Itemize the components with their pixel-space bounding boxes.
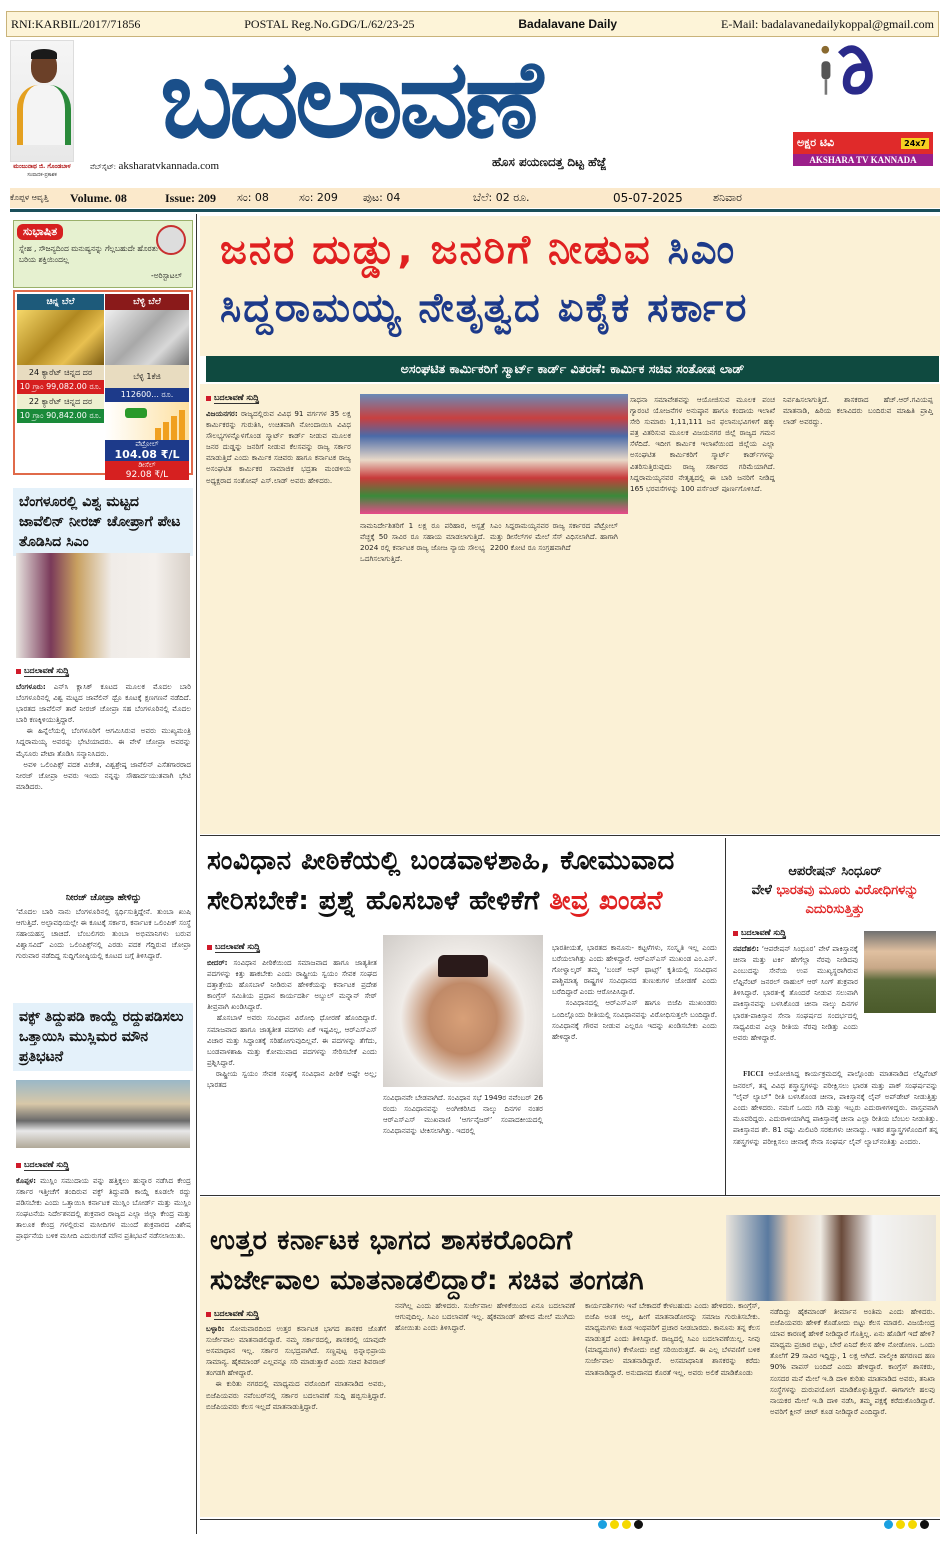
- waqf-headline[interactable]: ವಕ್ಫ್ ತಿದ್ದುಪಡಿ ಕಾಯ್ದೆ ರದ್ದುಪಡಿಸಲು ಒತ್ತಾಯಿಸಿ ಮುಸ್ಲಿಮರ ಮೌನ ಪ್ರತಿಭಟನೆ: [13, 1003, 193, 1071]
- constitution-headline-red: ತೀವ್ರ ಖಂಡನೆ: [549, 886, 663, 916]
- subhashita-box: [13, 220, 193, 288]
- fuel-pump-icon: [105, 402, 189, 440]
- neeraj-quote-head: ನೀರಜ್ ಚೋಪ್ರಾ ಹೇಳಿದ್ದು: [65, 893, 142, 903]
- tv-24x7: 24x7: [901, 138, 929, 149]
- lead-column-1: ವಿಜಯನಗರ: ರಾಜ್ಯದಲ್ಲಿರುವ ವಿವಿಧ 91 ವರ್ಗಗಳ 35 ಲಕ್ಷ ಕಾರ್ಮಿಕರನ್ನು ಗುರುತಿಸಿ, ಉಚಿತವಾಗಿ ನೋಂದಾಯಿಸಿ ವಿವಿಧ ಸೌಲಭ್ಯಗಳನ್ನೊಳಗೊಂಡ ಸ್ಮಾರ್ಟ್ ಕಾರ್ಡ್ ನೀಡುವ ಮೂಲಕ ಜನರ ದುಡ್ಡನ್ನು ಜನರಿಗೆ ನೀಡುವ ಕೆಲಸವನ್ನು ರಾಜ್ಯ ಸರ್ಕಾರ ಮಾಡುತ್ತಿದೆ ಎಂದು ಕಾರ್ಮಿಕ ಸಚಿವರು ಹಾಗೂ ಕರ್ನಾಟಕ ರಾಜ್ಯ ಅಸಂಘಟಿತ ಕಾರ್ಮಿಕರ ಸಾಮಾಜಿಕ ಭದ್ರತಾ ಮಂಡಳಿಯ ಅಧ್ಯಕ್ಷರಾದ ಸಂತೋಷ್ ಎಸ್.ಲಾಡ್ ಅವರು ಹೇಳಿದರು.: [206, 409, 351, 485]
- uttara-headline-line2[interactable]: ಸುರ್ಜೇವಾಲ ಮಾತನಾಡಲಿದ್ದಾರೆ: ಸಚಿವ ತಂಗಡಗಿ: [210, 1265, 645, 1296]
- lt-gen-rahul-singh-photo: [864, 931, 936, 1013]
- waqf-body: ಕೊಪ್ಪಳ: ಮುಸ್ಲಿಂ ಸಮುದಾಯ ವನ್ನು ಹತ್ತಿಕ್ಕಲು ಹುನ್ನಾರ ನಡೆಸಿದ ಕೇಂದ್ರ ಸರ್ಕಾರ ಇತ್ತೀಚೆಗೆ ತಂದಿರುವ ವಕ್ಫ್ ತಿದ್ದುಪಡಿ ಕಾಯ್ದೆ ಕೂಡಲೇ ರದ್ದು ಪಡಿಸಬೇಕು ಎಂದು ಒತ್ತಾಯಿಸಿ ಕರ್ನಾಟಕ ಮುಸ್ಲಿಂ ಬೋರ್ಡ್ ಮತ್ತು ಮುಸ್ಲಿಂ ಸಂಘಟನೆಯ ನಿರ್ದೇಶನದಲ್ಲಿ ಶುಕ್ರವಾರ ರಾಜ್ಯದ ಎಲ್ಲಾ ಜಿಲ್ಲಾ ಕೇಂದ್ರ ಮತ್ತು ತಾಲೂಕ ಕೇಂದ್ರ ಗಳಲ್ಲಿರುವ ಮಸೀದಿಗಳ ಮುಂದೆ ಶುಕ್ರವಾರದ ವಿಶೇಷ ಪ್ರಾರ್ಥನೆಯ ಬಳಿಕ ಮಸೀದಿ ಎದುರುಗಡೆ ಮೌನ ಪ್ರತಿಭಟನೆ ನಡೆಸಲಾಯಿತು.: [16, 1176, 191, 1241]
- gold-price-label: ಚಿನ್ನ ಬೆಲೆ: [17, 294, 104, 310]
- tagline: ಹೊಸ ಪಯಣದತ್ತ ದಿಟ್ಟ ಹೆಜ್ಜೆ: [492, 155, 607, 169]
- dateline: ಬೆಂಗಳೂರು:: [16, 682, 46, 691]
- abdul-mannan-photo: [383, 935, 543, 1087]
- section-rule: [200, 835, 940, 836]
- sindoor-body-bottom: FICCI ಆಯೋಜಿಸಿದ್ದ ಕಾರ್ಯಕ್ರಮದಲ್ಲಿ ಪಾಲ್ಗೊಂಡು ಮಾತನಾಡಿದ ಲೆಫ್ಟಿನೆಂಟ್ ಜನರಲ್, ತನ್ನ ವಿವಿಧ ಶಸ್ತ್ರಾಸ್ತ್ರಗಳನ್ನು ಪರೀಕ್ಷಿಸಲು ಭಾರತ ಮತ್ತು ಪಾಕ್ ಸಂಘರ್ಷವನ್ನು "ಲೈವ್ ಲ್ಯಾಬ್" ರೀತಿ ಬಳಸಿಕೊಂಡ ಚೀನಾ, ಪಾಕಿಸ್ತಾನಕ್ಕೆ ಲೈವ್ ಅಪ್‌ಡೇಟ್ ನೀಡುತ್ತಿತ್ತು ಎಂದು ಹೇಳಿದರು. ನಮಗೆ ಒಂದು ಗಡಿ ಮತ್ತು ಇಬ್ಬರು ಎದುರಾಳಿಗಳಿದ್ದರು. ವಾಸ್ತವವಾಗಿ ಮೂವರಿದ್ದರು. ಎದುರಾಳಿಯಾಗಿದ್ದ ಪಾಕಿಸ್ತಾನಕ್ಕೆ ಚೀನಾ ಎಲ್ಲಾ ರೀತಿಯ ಬೆಂಬಲ ನೀಡುತಿತ್ತು. ಪಾಕಿಸ್ತಾನದ ಶೇ. 81 ರಷ್ಟು ಮಿಲಿಟರಿ ಸರಕುಗಳು ಚೀನಾದ್ದು. ಇತರ ಶಸ್ತ್ರಾಸ್ತ್ರಗಳೊಂದಿಗೆ ತನ್ನ ಸಶಸ್ತ್ರಗಳನ್ನು ಪರೀಕ್ಷಿಸಲು ಚೀನಾಕ್ಕೆ ಸೇನಾ ಸಂಘರ್ಷ ಲೈವ್ ಲ್ಯಾಬ್‌ನಂತಿತ್ತು ಎಂದರು.: [733, 1069, 938, 1146]
- sindoor-byline: ಬದಲಾವಣೆ ಸುದ್ದಿ: [733, 928, 858, 939]
- bullet-icon: [207, 945, 212, 950]
- lead-headline-line2[interactable]: ಸಿದ್ದರಾಮಯ್ಯ ನೇತೃತ್ವದ ಏಕೈಕ ಸರ್ಕಾರ: [220, 285, 749, 331]
- date: 05-07-2025: [613, 191, 683, 205]
- uttara-byline: ಬದಲಾವಣೆ ಸುದ್ದಿ: [206, 1309, 386, 1320]
- lead-column-2a: ನಾಮನಿರ್ದೇಶಿತರಿಗೆ 1 ಲಕ್ಷ ರೂ ಪರಿಹಾರ, ಅಸ್ಪತ್ರೆ ವೆಚ್ಚಕ್ಕೆ 50 ಸಾವಿರ ರೂ ಸಹಾಯ ಮಾಡಲಾಗುತ್ತಿದೆ. 2024 ರಲ್ಲಿ ಕರ್ನಾಟಕ ರಾಜ್ಯ ಜೋಜ ನ್ಯಾಯ ಸೌಲಭ್ಯ ಒದಗಿಸಲಾಗುತ್ತಿದೆ.: [360, 521, 485, 564]
- diesel-value: 92.08 ₹/L: [125, 470, 169, 480]
- constitution-byline: ಬದಲಾವಣೆ ಸುದ್ದಿ: [207, 942, 377, 953]
- sam-issue: ಸಂ: 209: [299, 191, 338, 204]
- website-url[interactable]: aksharatvkannada.com: [118, 160, 220, 172]
- neeraj-quote: ‘ಮೊದಲ ಬಾರಿ ನಾನು ಬೆಂಗಳೂರಿನಲ್ಲಿ ಸ್ಪರ್ಧಿಸುತ್ತಿದ್ದೇನೆ. ತುಂಬಾ ಖುಷಿ ಆಗುತ್ತಿದೆ. ಅಲ್ಪಾವಧಿಯಲ್ಲೇ ಈ ಕೂಟಕ್ಕೆ ಸರ್ಕಾರ, ಕರ್ನಾಟಕ ಒಲಿಂಪಿಕ್ ಸಂಸ್ಥೆ ಸಹಾಯಹಸ್ತ ಚಾಚಿದೆ. ಬೆಂಬಲಿಗರು ತುಂಬಾ ಅಭಿಮಾನಿಗಳು ಬರುವ ವಿಶ್ವಾಸವಿದೆ’ ಎಂದು ಒಲಿಂಪಿಕ್ಸ್‌ನಲ್ಲಿ ಎರಡು ಪದಕ ಗೆದ್ದಿರುವ ಚೋಪ್ರಾ ಗುರುವಾರ ನಡೆದಿದ್ದ ಸುದ್ದಿಗೋಷ್ಠಿಯಲ್ಲಿ ಕೂಟದ ಬಗ್ಗೆ ತಿಳಿಸಿದ್ದಾರೆ.: [16, 907, 191, 961]
- gold24-label: 24 ಕ್ಯಾರೆಟ್ ಚಿನ್ನದ ದರ: [17, 365, 104, 380]
- neeraj-photo: [16, 553, 190, 658]
- tv-logo-swirl: [841, 49, 869, 91]
- silver-price-label: ಬೆಳ್ಳಿ ಬೆಲೆ: [105, 294, 189, 310]
- neeraj-headline[interactable]: ಬೆಂಗಳೂರಲ್ಲಿ ವಿಶ್ವ ಮಟ್ಟದ ಜಾವೆಲಿನ್ ನೀರಜ್ ಚೋಪ್ರಾಗೆ ಪೇಟ ತೊಡಿಸಿದ ಸಿಎಂ: [13, 488, 193, 556]
- issue-bar: [10, 188, 940, 208]
- microphone-icon: [821, 61, 830, 79]
- neeraj-body: ಬೆಂಗಳೂರು: ಎನ್‌ಸಿ ಕ್ಲಾಸಿಕ್ ಕೂಟದ ಮೂಲಕ ಮೊದಲ ಬಾರಿ ಬೆಂಗಳೂರಿನಲ್ಲಿ ವಿಶ್ವ ಮಟ್ಟದ ಜಾವೆಲಿನ್ ಥ್ರೊ ಕೂಟಕ್ಕೆ ಕ್ಷಣಗಣನೆ ನಡೆದಿದೆ. ಭಾರತದ ಜಾವೆಲಿನ್ ತಾರೆ ನೀರಜ್ ಚೋಪ್ರಾ ಸಹ ಬೆಂಗಳೂರಿನಲ್ಲಿ ಮೊದಲ ಬಾರಿ ಕಣಕ್ಕಿಳಿಯುತ್ತಿದ್ದಾರೆ. ಈ ಹಿನ್ನೆಲೆಯಲ್ಲಿ ಬೆಂಗಳೂರಿಗೆ ಆಗಮಿಸಿರುವ ಅವರು ಮುಖ್ಯಮಂತ್ರಿ ಸಿದ್ದರಾಮಯ್ಯ ಅವರನ್ನು ಭೇಟಿಯಾದರು. ಈ ವೇಳೆ ಚೋಪ್ರಾ ಅವರನ್ನು ಮೈಸೂರು ಪೇಟಾ ತೊಡಿಸಿ ಸನ್ಮಾನಿಸಿದರು. ಅವಳಿ ಒಲಿಂಪಿಕ್ಸ್ ಪದಕ ವಿಜೇತ, ವಿಶ್ವಶ್ರೇಷ್ಠ ಜಾವೆಲಿನ್ ಎಸೆತಗಾರರಾದ ನೀರಜ್ ಚೋಪ್ರಾ ಅವರು ಇಂದು ನನ್ನನ್ನು ಸೌಹಾರ್ದಯುತವಾಗಿ ಭೇಟಿ ಮಾಡಿದರು.: [16, 682, 191, 791]
- price-box: [13, 290, 193, 480]
- tv-name-english: AKSHARA TV KANNADA: [793, 154, 933, 166]
- akshara-tv-logo: [790, 42, 930, 132]
- petrol-value: 104.08 ₹/L: [114, 448, 180, 461]
- lead-headline-red: ಜನರ ದುಡ್ಡು, ಜನರಿಗೆ ನೀಡುವ: [220, 227, 652, 273]
- silver-fuel-column: [105, 294, 189, 480]
- editor-portrait: [10, 40, 74, 162]
- gold24-value: 10 ಗ್ರಾಂ 99,082.00 ರೂ.: [17, 380, 104, 394]
- bullet-icon: [16, 1163, 21, 1168]
- subhashita-label: ಸುಭಾಷಿತ: [17, 224, 63, 240]
- lead-headline-blue: ಸಿಎಂ: [667, 227, 737, 273]
- registration-dots-left: [598, 1520, 643, 1529]
- silver-unit: ಬೆಳ್ಳಿ 1ಕೆಜಿ: [105, 365, 189, 388]
- weekday: ಶನಿವಾರ: [713, 191, 742, 204]
- registration-dots-right: [884, 1520, 929, 1529]
- akshara-tv-badge: [793, 132, 933, 174]
- sindoor-body-top: ನವದೆಹಲಿ: ‘ಆಪರೇಷನ್ ಸಿಂಧೂರ’ ವೇಳೆ ಪಾಕಿಸ್ತಾನಕ್ಕೆ ಚೀನಾ ಮತ್ತು ಟರ್ಕಿ ಹೇಗೆಲ್ಲಾ ನೆರವು ನೀಡಿದವು ಎಂಬುದನ್ನು ಸೇನೆಯ ಉಪ ಮುಖ್ಯಸ್ಥರಾಗಿರುವ ಲೆಫ್ಟಿನೆಂಟ್ ಜನರಲ್ ರಾಹುಲ್ ಆರ್ ಸಿಂಗ್ ಶುಕ್ರವಾರ ತಿಳಿಸಿದ್ದಾರೆ. ಭಾರತ-ಕ್ಕೆ ತೊಂದರೆ ನೀಡುವ ಸಲುವಾಗಿ ಪಾಕಿಸ್ತಾನವನ್ನು ಬಳಸಿಕೊಂಡ ಚೀನಾ ನಾಲ್ಕು ದಿನಗಳ ಭಾರತ-ಪಾಕಿಸ್ತಾನ ಸೇನಾ ಸಂಘರ್ಷದ ಸಂದರ್ಭದಲ್ಲಿ ಸಾಧ್ಯವಿರುವ ಎಲ್ಲಾ ರೀತಿಯ ನೆರವು ನೀಡಿತ್ತು ಎಂದು ಅವರು ಹೇಳಿದ್ದಾರೆ.: [733, 944, 858, 1042]
- bullet-icon: [16, 669, 21, 674]
- dateline: ಬೀದರ್:: [207, 958, 228, 967]
- sindoor-headline[interactable]: ಆಪರೇಷನ್ ಸಿಂಧೂರ್ ವೇಳೆ ಭಾರತವು ಮೂರು ವಿರೋಧಿಗಳನ್ನು ಎದುರಿಸುತ್ತಿತ್ತು: [751, 864, 919, 917]
- dateline: ಕೊಪ್ಪಳ:: [16, 1176, 37, 1185]
- paper-name-en: Badalavane Daily: [518, 17, 618, 31]
- postal-reg: POSTAL Reg.No.GDG/L/62/23-25: [244, 16, 415, 31]
- editor-title: ಸಂಪಾದಕ-ಪ್ರಕಾಶಕ: [27, 172, 57, 178]
- footer-rule: [200, 1519, 940, 1520]
- lead-photo: [360, 394, 628, 514]
- column-divider: [725, 838, 726, 1196]
- bullet-icon: [206, 396, 211, 401]
- lead-byline: ಬದಲಾವಣೆ ಸುದ್ದಿ: [206, 393, 351, 404]
- website-label: ವೆಬ್‌ಸೈಟ್:: [90, 163, 116, 171]
- gold-column: [17, 294, 104, 423]
- lead-headline-line1[interactable]: [220, 224, 940, 276]
- editor-name: ಮಂಜುನಾಥ ಜಿ. ಗೊಂಡಬಾಳ: [13, 163, 71, 170]
- tangadagi-photo: [726, 1215, 936, 1301]
- masthead-title: ಬದಲಾವಣೆ: [160, 37, 539, 162]
- dateline: ಬಳ್ಳಾರಿ:: [206, 1324, 225, 1333]
- diesel-label: ಡೀಸೆಲ್: [138, 461, 156, 469]
- constitution-headline-line1[interactable]: ಸಂವಿಧಾನ ಪೀಠಿಕೆಯಲ್ಲಿ ಬಂಡವಾಳಶಾಹಿ, ಕೋಮುವಾದ: [207, 846, 675, 876]
- column-divider: [196, 214, 197, 1534]
- constitution-column-3: ಭಾರತೀಯತೆ, ಭಾರತದ ಕಾನೂನು- ಕಟ್ಟಳೆಗಳು, ಸಂಸ್ಕೃತಿ ಇಲ್ಲ ಎಂದು ಬರೆಯಲಾಗಿತ್ತು ಎಂದು ಹೇಳಿದ್ದಾರೆ. ಆರ್‌ಎಸ್‌ಎಸ್ ಮುಖಂಡ ಎಂ.ಎಸ್. ಗೋಳ್ವಾಲ್ಕರ್ ತಮ್ಮ ‘ಬಂಚ್ ಆಫ್ ಥಾಟ್ಸ್’ ಕೃತಿಯಲ್ಲಿ ಸಂವಿಧಾನ ಪಾಶ್ಚಿಮಾತ್ಯ ರಾಷ್ಟ್ರಗಳ ಸಂವಿಧಾನದ ತುಣುಕುಗಳ ಜೋಡಣೆ ಎಂದು ಬರೆದಿದ್ದಾರೆ ಎಂದು ಆರೋಪಿಸಿದ್ದಾರೆ. ಸಂವಿಧಾನದಲ್ಲಿ ಆರ್‌ಎಸ್‌ಎಸ್ ಹಾಗೂ ಬಿಜೆಪಿ ಮುಖಂಡರು ಒಂದಿಲ್ಲೊಂದು ರೀತಿಯಲ್ಲಿ ಸಂವಿಧಾನವನ್ನು ವಿರೋಧಿಸುತ್ತಲೇ ಬಂದಿದ್ದಾರೆ. ಸಂವಿಧಾನಕ್ಕೆ ಗೌರವ ನೀಡುವ ಎಲ್ಲರೂ ಇದನ್ನು ಖಂಡಿಸಬೇಕು ಎಂದು ಹೇಳಿದ್ದಾರೆ.: [552, 943, 717, 1041]
- constitution-headline-line2[interactable]: ಸೇರಿಸಬೇಕೆ: ಪ್ರಶ್ನೆ ಹೊಸಬಾಳೆ ಹೇಳಿಕೆಗೆ ತೀವ್ರ ಖಂಡನೆ: [207, 886, 663, 916]
- masthead-rule: [10, 209, 940, 212]
- edition: ಕೊಪ್ಪಳ ಆವೃತ್ತಿ: [10, 193, 49, 202]
- volume: Volume. 08: [70, 190, 127, 205]
- uttara-column-3: ಕಾರ್ಯದರ್ಶಿಗಳು ಇವೆ ಬೇಕಾದರೆ ಕೇಳಬಹುದು ಎಂದು ಹೇಳಿದರು. ಕಾಂಗ್ರೆಸ್, ಬಿಜೆಪಿ ಅಂತ ಅಲ್ಲ, ಹೀಗೆ ಮಾತನಾಡೋರನ್ನು ಸಮಾಜ ಗುರುತಿಸಬೇಕು. ಮಾಧ್ಯಮಗಳು ಕೂಡ ಇಂಥವರಿಗೆ ಪ್ರಚಾರ ನೀಡಬಾರದು. ಕಾನೂನು ತನ್ನ ಕೆಲಸ ಮಾಡುತ್ತದೆ ಎಂದು ತಿಳಿಸಿದ್ದಾರೆ. ರಾಜ್ಯದಲ್ಲಿ ಸಿಎಂ ಬದಲಾವಣೆಯಿಲ್ಲ. ನೀವು (ಮಾಧ್ಯಮಗಳ) ಕೇಳೋದು ಬಿಟ್ರೆ ಸರಿಯಿರುತ್ತದೆ. ಈ ಎಲ್ಲ ಬೆಳವಣಿಗೆ ಬಳಿಕ ಸುರ್ಜೇವಾಲ ಮಾತನಾಡಿದ್ದಾರೆ. ಅಸಮಾಧಾನಿತ ಶಾಸಕರನ್ನು ಕರೆದು ಮಾತನಾಡಿದ್ದಾರೆ. ಅನುದಾನದ ಕೊರತೆ ಇಲ್ಲ. ಅವರು ಅಲಿಕೆ ಮಾಡಿಕೊಂಡು: [585, 1301, 760, 1377]
- lead-headline-banner: [200, 216, 940, 356]
- waqf-photo: [16, 1080, 190, 1148]
- constitution-column-1: ಬೀದರ್: ಸಂವಿಧಾನ ಪೀಠಿಕೆಯಿಂದ ಸಮಾಜವಾದ ಹಾಗೂ ಜಾತ್ಯತೀತ ಪದಗಳನ್ನು ಕಿತ್ತು ಹಾಕಬೇಕು ಎಂದು ರಾಷ್ಟ್ರೀಯ ಸ್ವಯಂ ಸೇವಕ ಸಂಘದ ದತ್ತಾತ್ರೇಯ ಹೊಸಬಾಳೆ ನೀಡಿರುವ ಹೇಳಿಕೆಯನ್ನು ಕರ್ನಾಟಕ ಪ್ರದೇಶ ಕಾಂಗ್ರೆಸ್ ಸಮಿತಿಯ ಪ್ರಧಾನ ಕಾರ್ಯದರ್ಶಿ ಅಬ್ದುಲ್ ಮನ್ನಾನ್ ಸೇಠ್ ತೀವ್ರವಾಗಿ ಖಂಡಿಸಿದ್ದಾರೆ. ಹೊಸಬಾಳೆ ಅವರು ಸಂವಿಧಾನ ವಿರೋಧಿ ಧೋರಣೆ ಹೊಂದಿದ್ದಾರೆ. ಸಮಾಜವಾದ ಹಾಗೂ ಜಾತ್ಯತೀತ ಪದಗಳು ಏಕೆ ಇಷ್ಟವಿಲ್ಲ, ಆರ್‌ಎಸ್‌ಎಸ್ ವಿಚಾರ ಮತ್ತು ಸಿದ್ಧಾಂತಕ್ಕೆ ಸರಿಹೋಗುವುದಿಲ್ಲವೆ. ಈ ಪದಗಳನ್ನು ತೆಗೆದು, ಬಂಡವಾಳಶಾಹಿ ಮತ್ತು ಕೋಮುವಾದ ಪದಗಳನ್ನು ಸೇರಿಸಬೇಕೆ ಎಂದು ಪ್ರಶ್ನಿಸಿದ್ದಾರೆ. ರಾಷ್ಟ್ರೀಯ ಸ್ವಯಂ ಸೇವಕ ಸಂಘಕ್ಕೆ ಸಂವಿಧಾನ ಪೀಠಿಕೆ ಅಷ್ಟೇ ಅಲ್ಲ; ಭಾರತದ: [207, 958, 378, 1090]
- gold22-value: 10 ಗ್ರಾಂ 90,842.00 ರೂ.: [17, 409, 104, 423]
- uttara-column-1: ಬಳ್ಳಾರಿ: ಸೋಮವಾರದಿಂದ ಉತ್ತರ ಕರ್ನಾಟಕ ಭಾಗದ ಶಾಸಕರ ಜೊತೆಗೆ ಸುರ್ಜೇವಾಲ ಮಾತನಾಡಲಿದ್ದಾರೆ. ನಮ್ಮ ಸರ್ಕಾರದಲ್ಲಿ, ಶಾಸಕರಲ್ಲಿ ಯಾವುದೇ ಅಸಮಾಧಾನ ಇಲ್ಲ. ಸರ್ಕಾರ ಸುಭದ್ರವಾಗಿದೆ. ಸಣ್ಣಪುಟ್ಟ ಭಿನ್ನಾಭಿಪ್ರಾಯ ಸಾಮಾನ್ಯ. ಹೈಕಮಾಂಡ್ ಎಲ್ಲವನ್ನೂ ಸರಿ ಮಾಡುತ್ತಾರೆ ಎಂದು ಸಚಿವ ಶಿವರಾಜ್ ತಂಗಡಗಿ ಹೇಳಿದ್ದಾರೆ. ಈ ಕುರಿತು ನಗರದಲ್ಲಿ ಮಾಧ್ಯಮದ ವರೊಂದಿಗೆ ಮಾತನಾಡಿದ ಅವರು, ಬಿಜೆಪಿಯವರು ನವೆಂಬರ್‌ನಲ್ಲಿ ಸರ್ಕಾರ ಬದಲಾವಣೆ ಸುದ್ದಿ ಹಬ್ಬಿಸುತ್ತಿದ್ದಾರೆ. ಬಿಜೆಪಿಯವರು ಕೆಲಸ ಇಲ್ಲದೆ ಮಾತನಾಡುತ್ತಿದ್ದಾರೆ.: [206, 1324, 386, 1411]
- bullet-icon: [206, 1312, 211, 1317]
- dateline: ವಿಜಯನಗರ:: [206, 409, 238, 418]
- page-count: ಪುಟ: 04: [363, 191, 401, 204]
- tv-name-kannada: ಅಕ್ಷರ ಟಿವಿ: [797, 136, 835, 149]
- cap-icon: [438, 955, 488, 977]
- petrol-label: ಪೆಟ್ರೋಲ್: [135, 440, 159, 448]
- sam-volume: ಸಂ: 08: [237, 191, 269, 204]
- lead-subhead: ಅಸಂಘಟಿತ ಕಾರ್ಮಿಕರಿಗೆ ಸ್ಮಾರ್ಟ್ ಕಾರ್ಡ್ ವಿತರಣೆ: ಕಾರ್ಮಿಕ ಸಚಿವ ಸಂತೋಷ ಲಾಡ್: [206, 356, 939, 382]
- neeraj-byline: ಬದಲಾವಣೆ ಸುದ್ದಿ: [16, 666, 191, 677]
- gold-bars-image: [17, 310, 104, 365]
- section-rule: [200, 1195, 940, 1196]
- subhashita-author: -ಅರಿಸ್ಟಾಟಲ್: [151, 271, 182, 280]
- sindoor-headline-red: ಭಾರತವು ಮೂರು ವಿರೋಧಿಗಳನ್ನು ಎದುರಿಸುತ್ತಿತ್ತು: [776, 883, 919, 917]
- lead-column-3: ಸಾಧನಾ ಸಮಾವೇಶವನ್ನು ಆಯೋಜಿಸುವ ಮೂಲಕ ಪಂಚ ಗ್ಯಾರಂಟಿ ಯೋಜನೆಗಳ ಅನುಷ್ಠಾನ ಹಾಗೂ ಕಂದಾಯ ಇಲಾಖೆ ಸೇರಿ ಸುಮಾರು 1,11,111 ಜನ ಫಲಾನುಭವಿಗಳಿಗೆ ಹಕ್ಕು ಪತ್ರ ವಿತರಿಸುವ ಮೂಲಕ ವಿಜಯನಗರ ಜಿಲ್ಲೆ ರಾಜ್ಯದ ಗಮನ ಸೆಳೆದಿದೆ. ಇದೀಗ ಕಾರ್ಮಿಕ ಇಲಾಖೆಯಿಂದ ಜಿಲ್ಲೆಯ ಎಲ್ಲಾ ಅಸಂಘಟಿತ ಕಾರ್ಮಿಕರಿಗೆ ಸ್ಮಾರ್ಟ್ ಕಾರ್ಡ್‌ಗಳನ್ನು ವಿತರಿಸುತ್ತಿರುವುದು ರಾಜ್ಯ ಸರ್ಕಾರದ ಗರಿಮೆಯಾಗಿದೆ. ಸಿದ್ದರಾಮಯ್ಯನವರ ನೇತೃತ್ವದಲ್ಲಿ ಈ ಬಾರಿ ಜನರಿಗೆ ನೀಡಿದ್ದ 165 ಭರವಸೆಗಳನ್ನು 100 ಪರ್ಸೆಂಟ್ ಪೂರ್ಣಗೊಳಿಸಿದೆ.: [630, 395, 775, 493]
- lead-column-2b: ಸಿಎಂ ಸಿದ್ದರಾಮಯ್ಯನವರ ರಾಜ್ಯ ಸರ್ಕಾರದ ಪೆಟ್ರೋಲ್ ಮತ್ತು ಡೀಸೆಲ್‌ಗಳ ಮೇಲೆ ಸೆಸ್ ವಿಧಿಸಲಾಗಿದೆ. ಹಾಗಾಗಿ 2200 ಕೋಟಿ ರೂ ಸಂಗ್ರಹವಾಗಿದೆ: [490, 521, 618, 553]
- uttara-column-2: ನನಗಿಲ್ಲ ಎಂದು ಹೇಳಿದರು. ಸುರ್ಜೇವಾಲ ಹೇಳಿಕೆಯಿಂದ ಏನೂ ಬದಲಾವಣೆ ಆಗುವುದಿಲ್ಲ. ಸಿಎಂ ಬದಲಾವಣೆ ಇಲ್ಲ. ಹೈಕಮಾಂಡ್ ಹೇಳಿದ ಮೇಲೆ ಮುಗಿದು ಹೋಯಿತು ಎಂದು ತಿಳಿಸಿದ್ದಾರೆ.: [395, 1301, 575, 1333]
- silver-bars-image: [105, 310, 189, 365]
- subhashita-quote: ಸ್ನೇಹ , ಸೌಜನ್ಯದಿಂದ ಮನುಷ್ಯನನ್ನು ಗೆಲ್ಲಬಹುದೇ ಹೊರತು ಬರಿಯ ಶಕ್ತಿಯಿಂದಲ್ಲ: [19, 244, 158, 264]
- email-link[interactable]: E-Mail: badalavanedailykoppal@gmail.com: [721, 16, 934, 31]
- lead-column-4: ನಿರ್ವಹಿಸಲಾಗುತ್ತಿದೆ. ಶಾಸಕರಾದ ಹೆಚ್.ಆರ್.ಗವಿಯಪ್ಪ ಮಾತನಾಡಿ, ಹಿರಿಯ ಕಲಾವಿದರು ಬಂದಿರುವ ಮಾಹಿತಿ ಪ್ರಾಪ್ತಿ ಲಾಡ್ ಅವರದ್ದು.: [783, 395, 933, 427]
- uttara-headline-line1[interactable]: ಉತ್ತರ ಕರ್ನಾಟಕ ಭಾಗದ ಶಾಸಕರೊಂದಿಗೆ: [210, 1225, 573, 1256]
- website[interactable]: [90, 160, 219, 172]
- bullet-icon: [733, 931, 738, 936]
- silver-value: 112600... ರೂ.: [105, 388, 189, 402]
- registration-bar: [6, 11, 939, 37]
- issue-number: Issue: 209: [165, 190, 217, 205]
- uttara-column-4: ನಡೆದಿದ್ದು ಹೈಕಮಾಂಡ್ ತೀರ್ಮಾನ ಅಂತಿಮ ಎಂದು ಹೇಳಿದರು. ಬಿಜೆಪಿಯವರು ಹೇಳಿಕೆ ಕೊಡೋದು ಬಿಟ್ಟು ಕೆಲಸ ಮಾಡಲಿ. ವಿಜಯೇಂದ್ರ ಯಾವ ಕಾರಣಕ್ಕೆ ಹೇಳಿಕೆ ನೀಡಿದ್ದಾರೆ ಗೊತ್ತಿಲ್ಲ. ಏನು ಹೊಡಿಗೆ ಇದೆ ಹೇಳಿ? ಮಾಧ್ಯಮ ಪ್ರಚಾರ ಬಿಟ್ಟು, ಬೇರೆ ಏನಿದೆ ಕೆಲಸ ಹೇಳಿ ನೋಡೋಣ. ಒಂದು ತೊಲೆಗೆ 29 ಸಾವಿರ ಇದ್ದಿದ್ದು, 1 ಲಕ್ಷ ಆಗಿದೆ. ವಾಲ್ಮೀಕಿ ಹಗರಣದ ಹಣ 90% ವಾಪಸ್ ಬಂದಿದೆ ಎಂದು ಹೇಳಿದ್ದಾರೆ. ಕಾಂಗ್ರೆಸ್ ಶಾಸಕರು, ಸಂಸದರ ಮನೆ ಮೇಲೆ ಇ.ಡಿ ದಾಳಿ ಕುರಿತು ಮಾತನಾಡಿದ ಅವರು, ತನಿಖಾ ಸಂಸ್ಥೆಗಳನ್ನು ದುರುಪಯೋಗ ಮಾಡಿಕೊಳ್ಳುತ್ತಿದ್ದಾರೆ. ಈಗಾಗಲೇ ಹಲವು ನಾಯಕರ ಮೇಲೆ ಇ.ಡಿ ದಾಳಿ ನಡೆಸಿ, ತಮ್ಮ ಪಕ್ಷಕ್ಕೆ ಕರೆದುಕೊಂಡಿದ್ದಾರೆ. ಅವರಿಗೆ ಕ್ಲೀನ್ ಚೀಟ್ ಕೂಡ ನೀಡಿದ್ದಾರೆ ಎಂದಿದ್ದಾರೆ.: [770, 1307, 935, 1416]
- constitution-column-2: ಸಂವಿಧಾನವೇ ಬೇಡವಾಗಿದೆ. ಸಂವಿಧಾನ ಸಭೆ 1949ರ ನವೆಂಬರ್ 26 ರಂದು ಸಂವಿಧಾನವನ್ನು ಅಂಗೀಕರಿಸಿದ ನಾಲ್ಕು ದಿನಗಳ ನಂತರ ಆರ್‌ಎಸ್‌ಎಸ್ ಮುಖವಾಣಿ ‘ಆರ್ಗನೈಜರ್’ ಸಂಪಾದಕೀಯದಲ್ಲಿ ಸಂವಿಧಾನವನ್ನು ಟೀಕಿಸಲಾಗಿತ್ತು. ಇದರಲ್ಲಿ: [383, 1093, 543, 1136]
- rni-number: RNI:KARBIL/2017/71856: [11, 16, 141, 31]
- gold22-label: 22 ಕ್ಯಾರೆಟ್ ಚಿನ್ನದ ದರ: [17, 394, 104, 409]
- dateline: ನವದೆಹಲಿ:: [733, 944, 759, 953]
- price: ಬೆಲೆ: 02 ರೂ.: [473, 191, 530, 204]
- waqf-byline: ಬದಲಾವಣೆ ಸುದ್ದಿ: [16, 1160, 191, 1171]
